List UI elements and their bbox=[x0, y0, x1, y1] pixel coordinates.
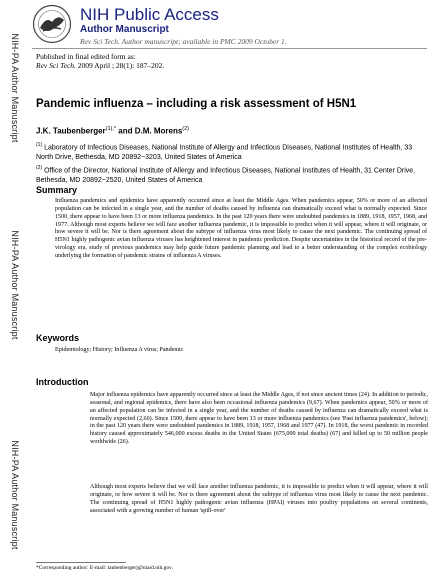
affiliation-1 bbox=[36, 140, 428, 163]
nih-public-access-title: NIH Public Access bbox=[80, 5, 219, 24]
header-divider bbox=[32, 48, 427, 49]
summary-heading: Summary bbox=[36, 185, 78, 195]
hhs-seal-icon bbox=[32, 4, 72, 44]
affiliation-2 bbox=[36, 163, 428, 186]
side-banner-text: NIH-PA Author Manuscript bbox=[10, 440, 20, 550]
author-name: J.K. Taubenberger bbox=[36, 126, 106, 136]
footnote: *Corresponding author: E-mail: taubenbergerj@niaid.nih.gov. bbox=[36, 565, 173, 571]
side-banner-text: NIH-PA Author Manuscript bbox=[10, 33, 20, 143]
keywords-text: Epidemiology; History; Influenza A virus; Pandemic bbox=[55, 347, 184, 353]
publication-info bbox=[36, 52, 164, 70]
author-name: D.M. Morens bbox=[134, 126, 183, 136]
citation-details: 2009 April ; 28(1): 187–202. bbox=[75, 61, 165, 70]
author-manuscript-label: Author Manuscript bbox=[80, 24, 169, 35]
citation-journal: Rev Sci Tech. bbox=[36, 61, 76, 70]
introduction-paragraph-1: Major influenza epidemics have apparently occurred since at least the Middle Ages, if not since ancient times (24). In addition to periodic, seasonal, and regional epidemics, there have also been occasional influenza pandemics (9,67). When pandemics appear, 50% or more of an affected population can be infected in a single year, and the number of deaths caused by influenza can dramatically exceed what is normally expected (2,60). Since 1500, there appear to have been 13 or more influenza pandemics (see 'Past influenza pandemics', below); in the past 120 years there were undoubted pandemics in 1889, 1918, 1957, 1968 and 1977 (47). In 1918, the worst pandemic in recorded history caused approximately 546,000 excess deaths in the United States (675,000 total deaths) (67) and killed up to 50 million people worldwide (26). bbox=[90, 392, 428, 446]
publication-prefix: Published in final edited form as: bbox=[36, 52, 136, 61]
summary-text: Influenza pandemics and epidemics have apparently occurred since at least the Middle Ages. When pandemics appear, 50% or more of an affected population can be infected in a single year, and the number of deaths caused by influenza can dramatically exceed what is normally expected. Since 1500, there appear to have been 13 or more influenza pandemics. In the past 120 years there were undoubted pandemics in 1889, 1918, 1957, 1968, and 1977. Although most experts believe we will face another influenza pandemic, it is impossible to predict when it will appear, where it will originate, or how severe it will be. Nor is there agreement about the subtype of influenza virus most likely to cause the next pandemic. The continuing spread of H5N1 highly pathogenic avian influenza viruses has heightened interest in pandemic prediction. Despite uncertainties in the historical record of the pre-virology era, study of previous pandemics may help guide future pandemic planning and lead to a better understanding of the complex ecobiology underlying the formation of pandemic strains of influenza A viruses. bbox=[55, 198, 427, 259]
journal-availability-line: Rev Sci Tech. Author manuscript; available in PMC 2009 October 1. bbox=[80, 37, 287, 46]
author-separator: and bbox=[116, 126, 135, 136]
keywords-heading: Keywords bbox=[36, 333, 80, 343]
author-list bbox=[36, 126, 189, 136]
introduction-paragraph-2: Although most experts believe that we will face another influenza pandemic, it is impossible to predict when it will appear, where it will originate, or how severe it will be. Nor is there agreement about the subtype of influenza virus most likely to cause the next pandemic. The continuing spread of H5N1 highly pathogenic avian influenza (HPAI) viruses into poultry populations on several continents, associated with a growing number of human 'spill-over' bbox=[90, 484, 428, 514]
affiliation-mark: (1) bbox=[36, 142, 43, 148]
affiliation-text: Office of the Director, National Institute of Allergy and Infectious Diseases, National Institutes of Health, 31 Center Drive, Bethesda, MD 20892−2520, United States of America bbox=[36, 167, 416, 185]
publication-citation bbox=[36, 61, 164, 70]
affiliation-text: Laboratory of Infectious Diseases, National Institute of Allergy and Infectious Diseases, National Institutes of Health, 33 North Drive, Bethesda, MD 20892−3203, United States of America bbox=[36, 144, 413, 162]
author-affiliation-mark: (2) bbox=[182, 126, 190, 132]
side-banner bbox=[0, 0, 30, 588]
footnote-divider bbox=[36, 562, 126, 563]
author-affiliation-mark: (1),* bbox=[105, 126, 117, 132]
page-header bbox=[32, 4, 432, 48]
affiliation-mark: (2) bbox=[36, 165, 43, 171]
paper-title: Pandemic influenza – including a risk assessment of H5N1 bbox=[36, 98, 357, 110]
introduction-heading: Introduction bbox=[36, 377, 89, 387]
side-banner-text: NIH-PA Author Manuscript bbox=[10, 230, 20, 340]
